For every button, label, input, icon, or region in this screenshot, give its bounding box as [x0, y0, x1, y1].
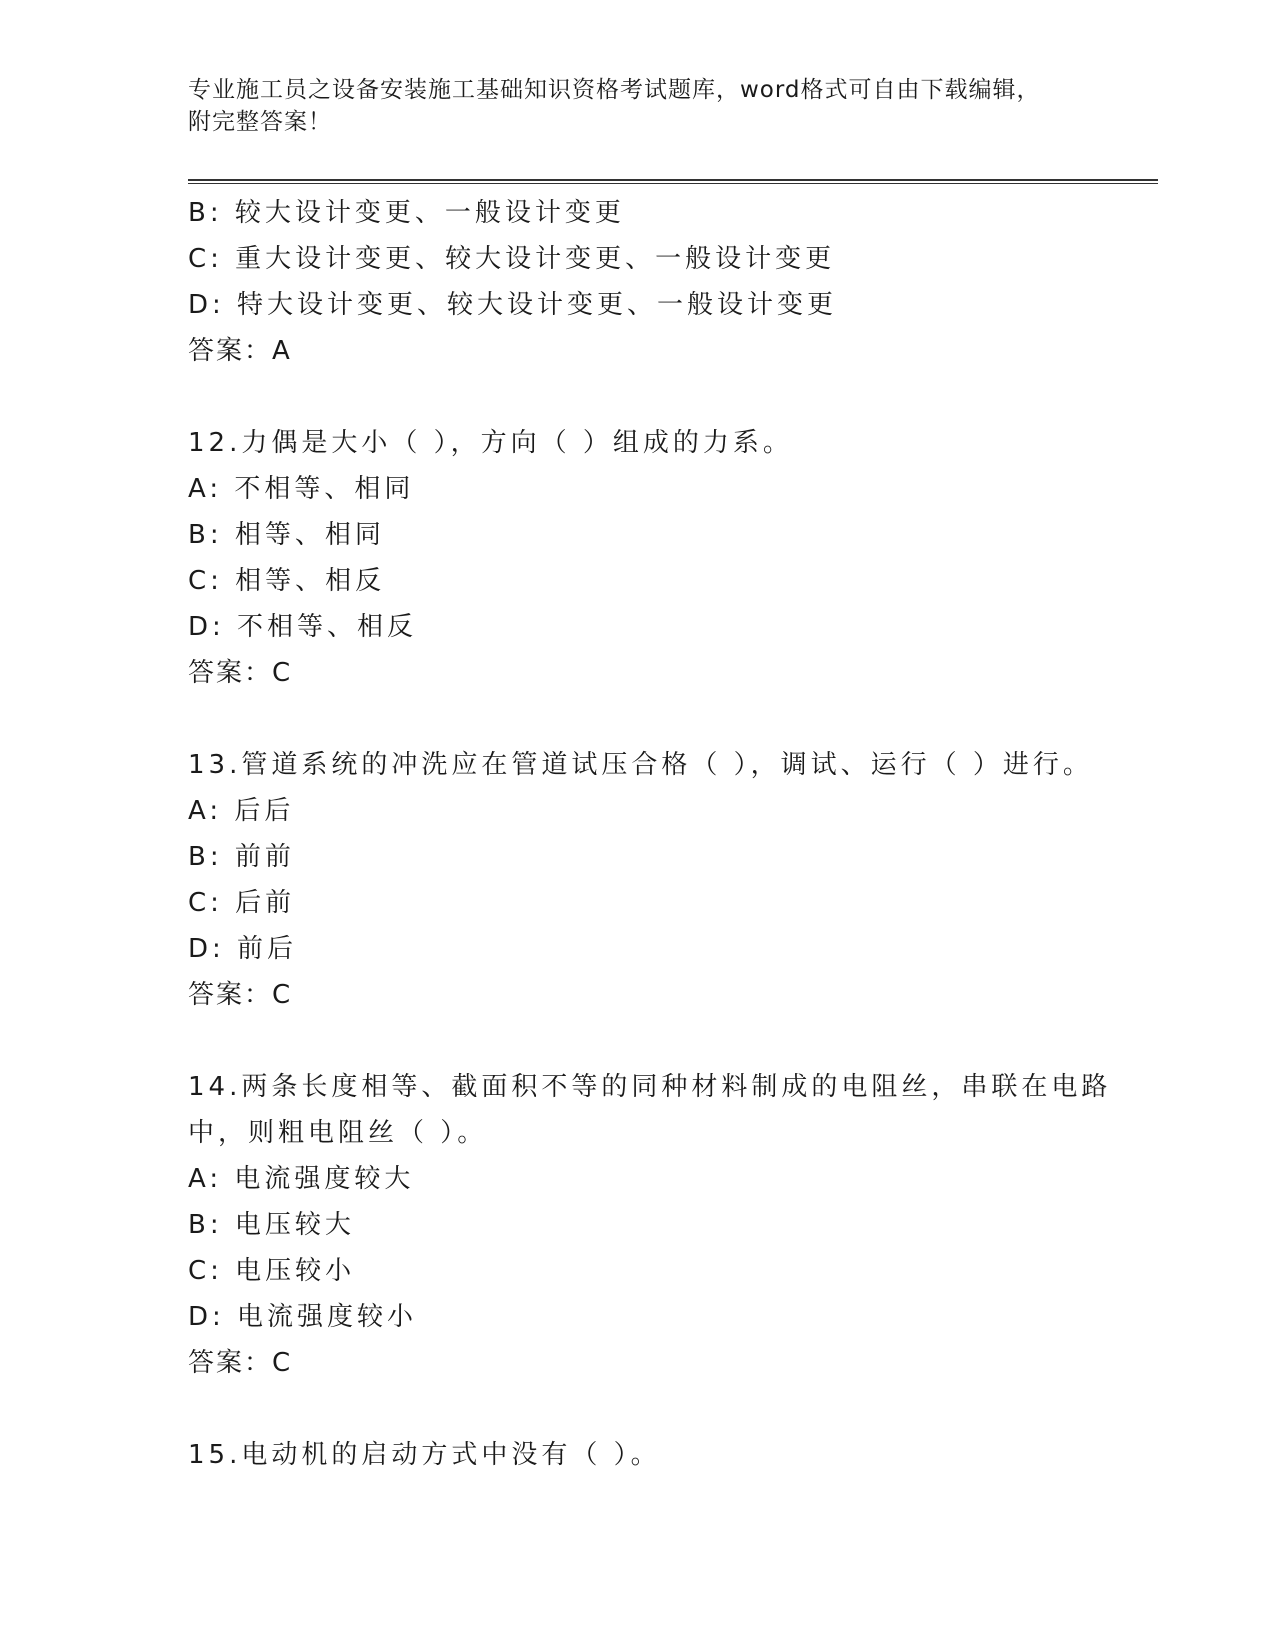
question-text: 15.电动机的启动方式中没有（ ）。 [188, 1440, 661, 1470]
option-a: A: 后后 [188, 796, 295, 826]
question-block-12 [188, 420, 1148, 696]
option-d: D: 不相等、相反 [188, 612, 418, 642]
option-d: D: 特大设计变更、较大设计变更、一般设计变更 [188, 290, 838, 320]
option-d: D: 电流强度较小 [188, 1302, 418, 1332]
question-text: 12.力偶是大小（ ），方向（ ）组成的力系。 [188, 428, 793, 458]
header-line-2: 附完整答案！ [188, 109, 332, 135]
option-c: C: 相等、相反 [188, 566, 386, 596]
answer-line: 答案：C [188, 980, 293, 1010]
option-a: A: 不相等、相同 [188, 474, 415, 504]
option-b: B: 电压较大 [188, 1210, 355, 1240]
question-list [188, 190, 1148, 1478]
question-block-13 [188, 742, 1148, 1018]
option-c: C: 后前 [188, 888, 296, 918]
answer-line: 答案：C [188, 658, 293, 688]
question-text: 13.管道系统的冲洗应在管道试压合格（ ），调试、运行（ ）进行。 [188, 750, 1093, 780]
question-text-line-1: 14.两条长度相等、截面积不等的同种材料制成的电阻丝，串联在电路 [188, 1072, 1112, 1102]
option-b: B: 相等、相同 [188, 520, 385, 550]
option-a: A: 电流强度较大 [188, 1164, 415, 1194]
question-text-line-2: 中，则粗电阻丝（ ）。 [188, 1118, 488, 1148]
option-c: C: 电压较小 [188, 1256, 356, 1286]
question-block-15 [188, 1432, 1148, 1478]
header-divider [188, 179, 1158, 184]
question-block-11 [188, 190, 1148, 374]
answer-line: 答案：A [188, 336, 292, 366]
option-c: C: 重大设计变更、较大设计变更、一般设计变更 [188, 244, 836, 274]
option-b: B: 较大设计变更、一般设计变更 [188, 198, 625, 228]
question-block-14 [188, 1064, 1148, 1386]
answer-line: 答案：C [188, 1348, 293, 1378]
option-d: D: 前后 [188, 934, 298, 964]
option-b: B: 前前 [188, 842, 295, 872]
header-line-1: 专业施工员之设备安装施工基础知识资格考试题库，word格式可自由下载编辑， [188, 77, 1041, 103]
document-header [188, 74, 1088, 138]
